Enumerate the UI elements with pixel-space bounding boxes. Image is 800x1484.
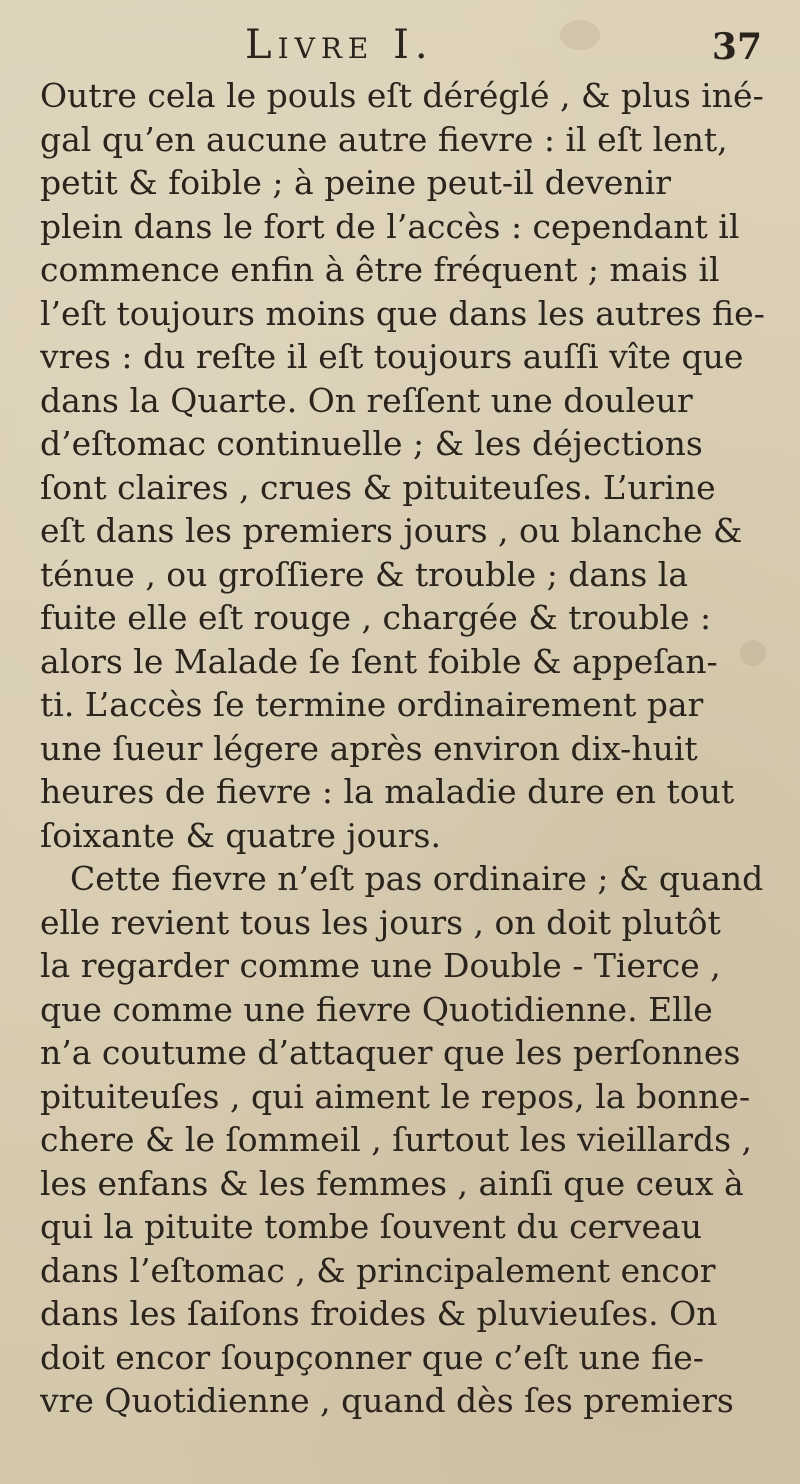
text-line: ti. L’accès ſe termine ordinairement par <box>40 685 704 724</box>
text-line: vres : du reſte il eſt toujours auſſi vîte que <box>40 337 744 376</box>
page-header <box>0 22 800 72</box>
text-line: heures de fievre : la maladie dure en tout <box>40 772 735 811</box>
text-line: vre Quotidienne , quand dès ſes premiers <box>40 1381 734 1420</box>
text-line: ténue , ou groſſiere & trouble ; dans la <box>40 554 689 594</box>
text-line: gal qu’en aucune autre fievre : il eſt lent, <box>40 119 728 159</box>
text-line: l’eſt toujours moins que dans les autres fie- <box>40 293 765 333</box>
text-line: les enfans & les femmes , ainſi que ceux à <box>40 1163 744 1203</box>
text-line: plein dans le fort de l’accès : cependant il <box>40 206 740 246</box>
text-line: petit & foible ; à peine peut-il devenir <box>40 163 671 202</box>
running-head: Livre I. <box>245 22 434 68</box>
text-line: commence enfin à être fréquent ; mais il <box>40 250 720 289</box>
text-line: dans la Quarte. On reſſent une douleur <box>40 380 693 420</box>
text-line: Outre cela le pouls eſt déréglé , & plus iné- <box>40 76 764 115</box>
text-line: chere & le ſommeil , ſurtout les vieillards , <box>40 1120 753 1159</box>
text-line: d’eſtomac continuelle ; & les déjections <box>40 424 703 463</box>
text-line: ſoixante & quatre jours. <box>40 815 441 855</box>
text-line: elle revient tous les jours , on doit plutôt <box>40 902 721 942</box>
text-line: eſt dans les premiers jours , ou blanche & <box>40 511 743 550</box>
body-text <box>40 74 770 1423</box>
text-line: une ſueur légere après environ dix-huit <box>40 728 698 768</box>
text-line: dans les ſaiſons froides & pluvieuſes. On <box>40 1294 718 1333</box>
text-line: qui la pituite tombe ſouvent du cerveau <box>40 1207 702 1246</box>
text-line: alors le Malade ſe ſent foible & appeſan- <box>40 641 718 681</box>
text-line: doit encor ſoupçonner que c’eſt une fie- <box>40 1337 704 1377</box>
text-line: dans l’eſtomac , & principalement encor <box>40 1250 716 1290</box>
text-line: la regarder comme une Double - Tierce , <box>40 946 721 985</box>
text-line: n’a coutume d’attaquer que les perſonnes <box>40 1033 741 1072</box>
text-line: que comme une fievre Quotidienne. Elle <box>40 989 713 1029</box>
paragraph-start-line: Cette fievre n’eſt pas ordinaire ; & quand <box>70 859 764 898</box>
text-line: pituiteuſes , qui aiment le repos, la bonne- <box>40 1076 751 1116</box>
text-line: ſont claires , crues & pituiteuſes. L’urine <box>40 467 716 507</box>
page-number: 37 <box>711 26 762 68</box>
text-line: fuite elle eſt rouge , chargée & trouble : <box>40 598 712 637</box>
